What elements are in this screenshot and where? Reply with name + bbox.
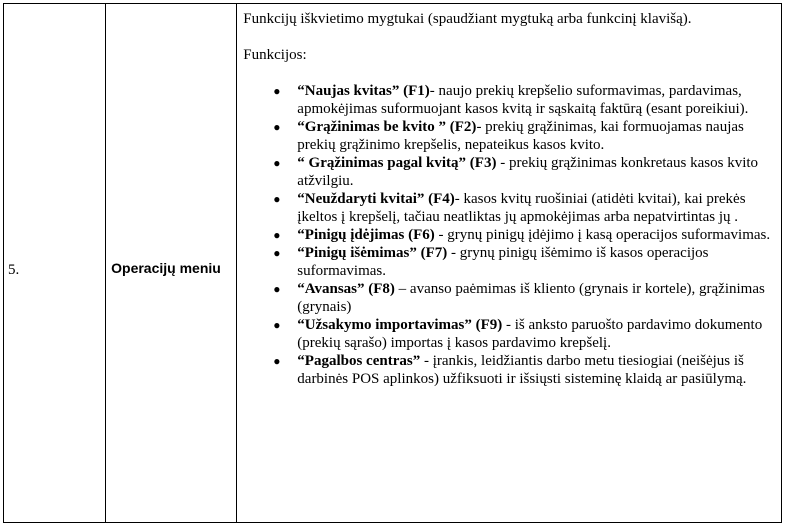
list-item	[273, 154, 775, 190]
bullet-icon: ●	[273, 282, 281, 296]
function-description: - iš anksto paruošto pardavimo dokumento (prekių sąrašo) importas į kasos pardavimo krepšelį.	[297, 317, 763, 351]
bullet-icon: ●	[273, 120, 281, 134]
function-name: “Avansas” (F8)	[297, 281, 395, 297]
function-name: “Pinigų išėmimas” (F7)	[297, 245, 448, 261]
functions-heading: Funkcijos:	[243, 47, 307, 63]
function-name: “Neuždaryti kvitai” (F4)	[297, 191, 455, 207]
list-item	[273, 316, 775, 352]
list-item	[273, 244, 775, 280]
table-row	[4, 4, 782, 523]
bullet-icon: ●	[273, 354, 281, 368]
function-name: “ Grąžinimas pagal kvitą” (F3)	[297, 155, 497, 171]
function-name: “Pagalbos centras”	[297, 353, 421, 369]
row-number: 5.	[8, 261, 20, 278]
function-name: “Naujas kvitas” (F1)	[297, 83, 430, 99]
function-name: “Pinigų įdėjimas (F6)	[297, 227, 435, 243]
document-table	[3, 3, 782, 523]
bullet-icon: ●	[273, 246, 281, 260]
bullet-icon: ●	[273, 84, 281, 98]
list-item	[273, 82, 775, 118]
bullet-icon: ●	[273, 156, 281, 170]
function-description: - grynų pinigų išėmimo iš kasos operacijos suformavimas.	[297, 245, 709, 279]
intro-text: Funkcijų iškvietimo mygtukai (spaudžiant mygtuką arba funkcinį klavišą).	[243, 11, 692, 27]
bullet-icon: ●	[273, 318, 281, 332]
function-description: – avanso paėmimas iš kliento (grynais ir kortele), grąžinimas (grynais)	[297, 281, 765, 315]
bullet-icon: ●	[273, 228, 281, 242]
function-name: “Užsakymo importavimas” (F9)	[297, 317, 503, 333]
list-item	[273, 190, 775, 226]
function-description: - prekių grąžinimas konkretaus kasos kvito atžvilgiu.	[297, 155, 759, 189]
row-name-cell	[106, 4, 237, 523]
function-name: “Grąžinimas be kvito ” (F2)	[297, 119, 477, 135]
row-name: Operacijų meniu	[111, 260, 221, 276]
list-item	[273, 226, 775, 244]
list-item	[273, 118, 775, 154]
row-number-cell	[4, 4, 106, 523]
list-item	[273, 280, 775, 316]
function-description: - prekių grąžinimas, kai formuojamas naujas prekių grąžinimo krepšelis, nepateikus kasos kvito.	[297, 119, 744, 153]
function-description: - naujo prekių krepšelio suformavimas, pardavimas, apmokėjimas suformuojant kasos kvitą ir sąskaitą faktūrą (esant poreikiui).	[297, 83, 749, 117]
functions-list	[243, 82, 775, 388]
function-description: - įrankis, leidžiantis darbo metu tiesiogiai (neišėjus iš darbinės POS aplinkos) užfiksuoti ir išsiųsti sisteminę klaidą ar pasiūlymą.	[297, 353, 747, 387]
list-item	[273, 352, 775, 388]
function-description: - kasos kvitų ruošiniai (atidėti kvitai), kai prekės įkeltos į krepšelį, tačiau neatliktas jų apmokėjimas arba nepatvirtintas jų .	[297, 191, 746, 225]
function-description: - grynų pinigų įdėjimo į kasą operacijos suformavimas.	[434, 227, 771, 243]
row-description-cell	[237, 4, 782, 523]
bullet-icon: ●	[273, 192, 281, 206]
